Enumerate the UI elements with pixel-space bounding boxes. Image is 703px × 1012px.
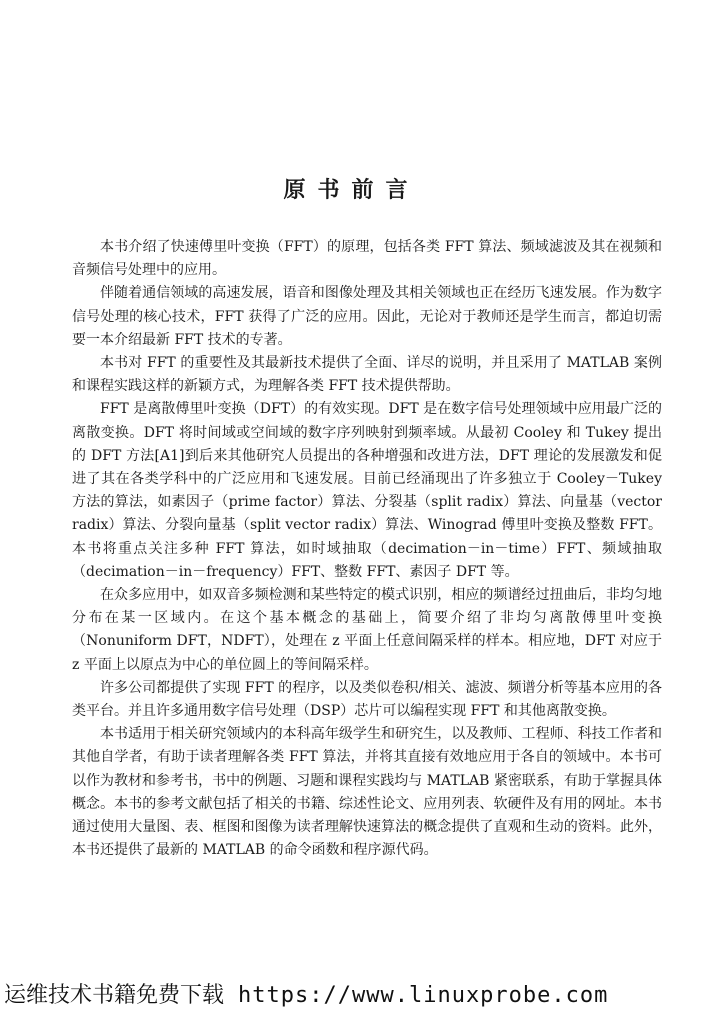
paragraph: 本书对 FFT 的重要性及其最新技术提供了全面、详尽的说明，并且采用了 MATLAB 案例和课程实践这样的新颖方式，为理解各类 FFT 技术提供帮助。: [72, 355, 662, 395]
paragraph: 伴随着通信领域的高速发展，语音和图像处理及其相关领域也正在经历飞速发展。作为数字信号处理的核心技术，FFT 获得了广泛的应用。因此，无论对于教师还是学生而言，都迫切需要一本介绍最新 FFT 技术的专著。: [72, 285, 662, 348]
paragraph: FFT 是离散傅里叶变换（DFT）的有效实现。DFT 是在数字信号处理领域中应用最广泛的离散变换。DFT 将时间域或空间域的数字序列映射到频率域。从最初 Cooley 和 Tukey 提出的 DFT 方法[A1]到后来其他研究人员提出的各种增强和改进方法，DFT 理论的发展激发和促进了其在各类学科中的广泛应用和飞速发展。目前已经涌现出了许多独立于 Cooley－Tukey 方法的算法，如素因子（prime factor）算法、分裂基（split radix）算法、向量基（vector radix）算法、分裂向量基（split vector radix）算法、Winograd 傅里叶变换及整数 FFT。本书将重点关注多种 FFT 算法，如时域抽取（decimation－in－time）FFT、频域抽取（decimation－in－frequency）FFT、整数 FFT、素因子 DFT 等。: [72, 401, 662, 580]
preface-body: [72, 236, 662, 862]
paragraph: 本书适用于相关研究领域内的本科高年级学生和研究生，以及教师、工程师、科技工作者和其他自学者，有助于读者理解各类 FFT 算法，并将其直接有效地应用于各自的领域中。本书可以作为教材和参考书，书中的例题、习题和课程实践均与 MATLAB 紧密联系，有助于掌握具体概念。本书的参考文献包括了相关的书籍、综述性论文、应用列表、软硬件及有用的网址。本书通过使用大量图、表、框图和图像为读者理解快速算法的概念提供了直观和生动的资料。此外，本书还提供了最新的 MATLAB 的命令函数和程序源代码。: [72, 726, 662, 859]
banner-url-link[interactable]: https://www.linuxprobe.com: [238, 983, 609, 1008]
banner-text: 运维技术书籍免费下载: [4, 983, 225, 1008]
paragraph: 许多公司都提供了实现 FFT 的程序，以及类似卷积/相关、滤波、频谱分析等基本应用的各类平台。并且许多通用数字信号处理（DSP）芯片可以编程实现 FFT 和其他离散变换。: [72, 679, 662, 720]
page-title: 原书前言: [283, 176, 420, 203]
paragraph: 本书介绍了快速傅里叶变换（FFT）的原理，包括各类 FFT 算法、频域滤波及其在视频和音频信号处理中的应用。: [72, 239, 662, 279]
download-banner: [4, 978, 703, 1009]
paragraph: 在众多应用中，如双音多频检测和某些特定的模式识别，相应的频谱经过扭曲后，非均匀地分布在某一区域内。在这个基本概念的基础上，简要介绍了非均匀离散傅里叶变换（Nonuniform DFT，NDFT），处理在 z 平面上任意间隔采样的样本。相应地，DFT 对应于 z 平面上以原点为中心的单位圆上的等间隔采样。: [72, 587, 662, 673]
